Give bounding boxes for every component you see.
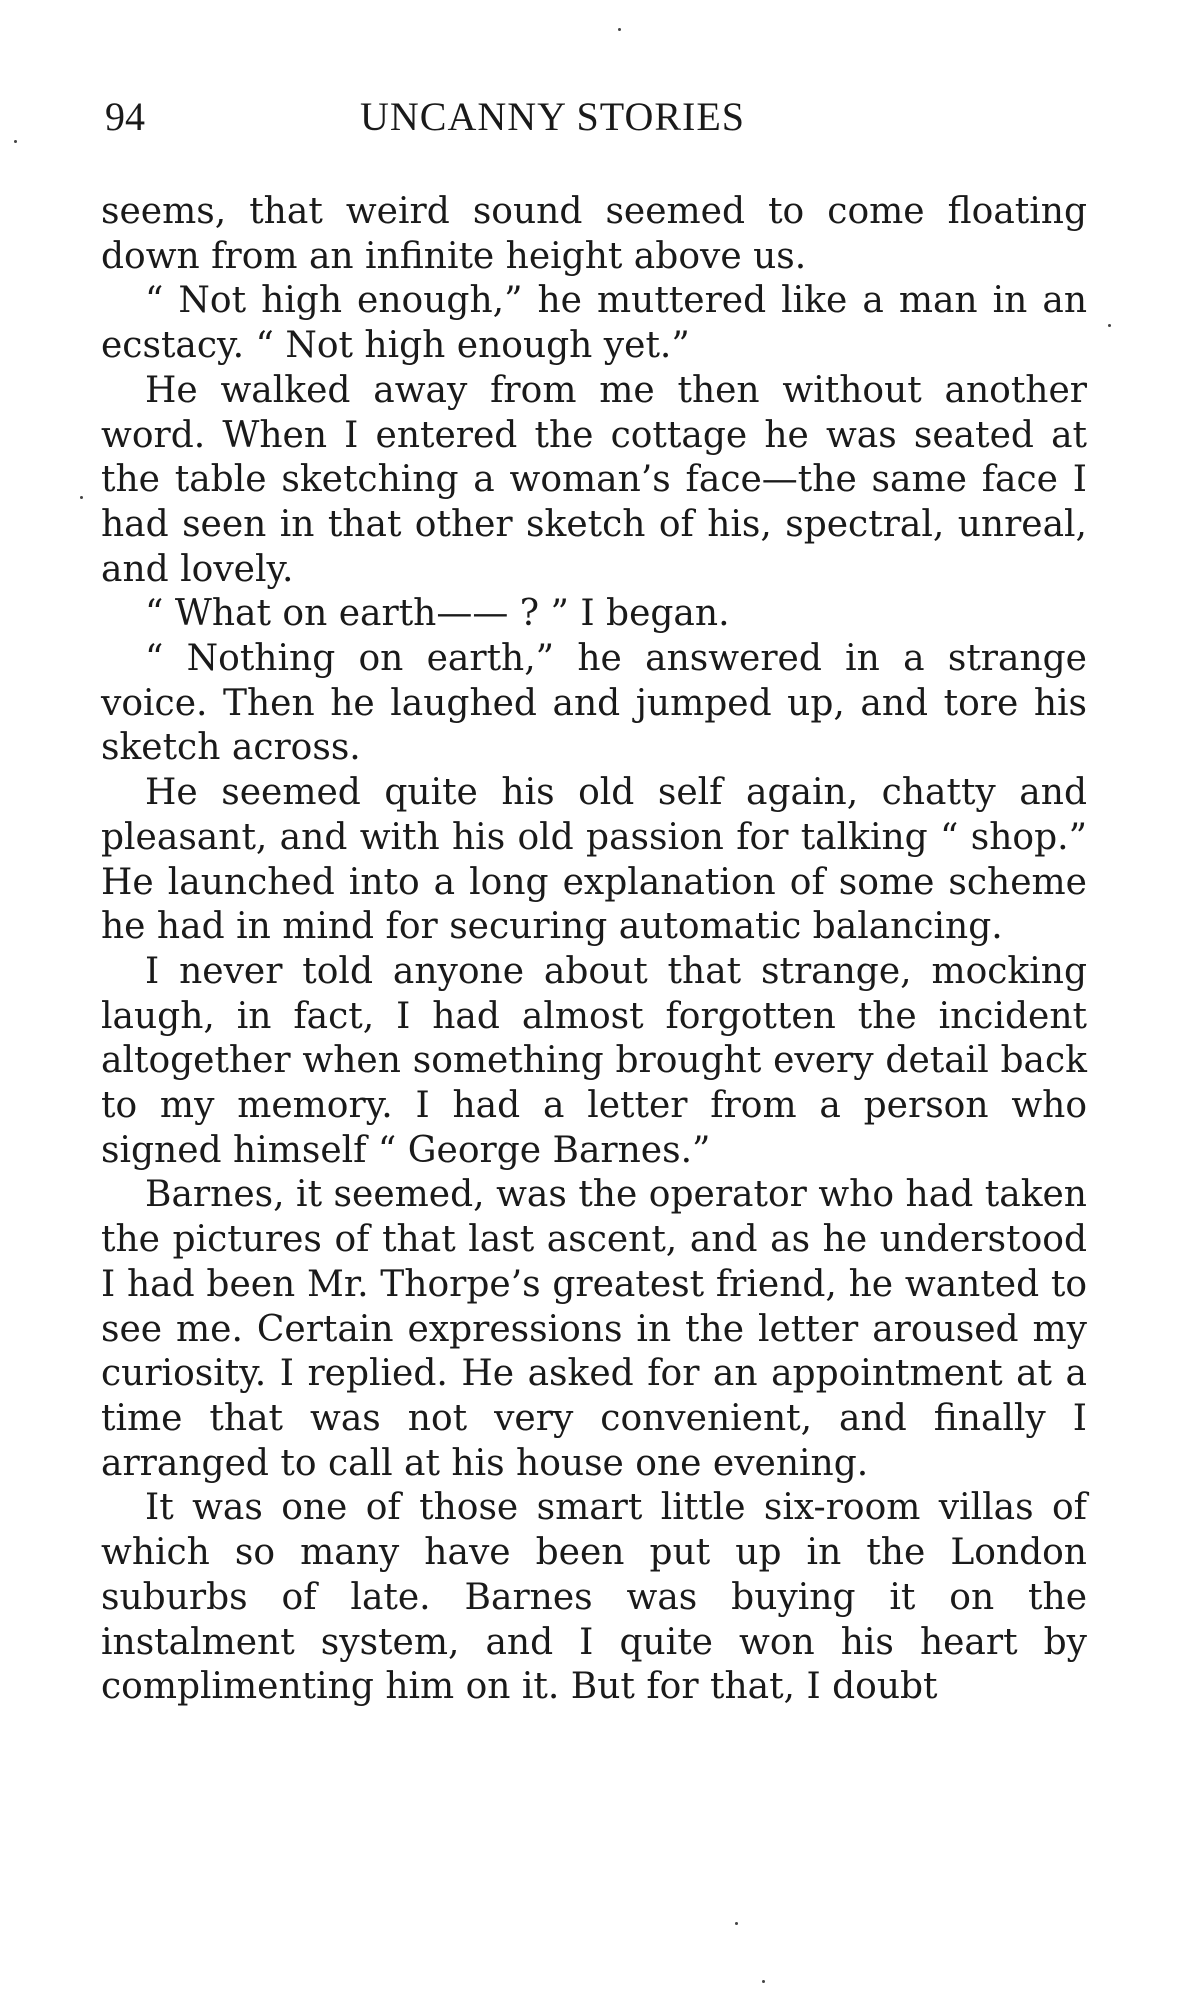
paragraph-continued: seems, that weird sound seemed to come floating down from an infinite height above us. [101, 191, 1087, 277]
paragraph: “ Not high enough,” he muttered like a man in an ecstacy. “ Not high enough yet.” [101, 280, 1087, 367]
paragraph: He walked away from me then without another word. When I entered the cottage he was seated at the table sketching a woman’s face—the same face I had seen in that other sketch of his, spectral, unreal, and lovely. [101, 369, 1087, 590]
scan-speck [762, 1980, 765, 1983]
scan-speck [618, 28, 621, 31]
scan-speck [735, 1922, 738, 1925]
paragraph: “ What on earth—— ? ” I began. [145, 593, 730, 635]
scan-speck [80, 496, 83, 499]
scan-speck [1108, 324, 1111, 327]
running-head [105, 92, 1090, 142]
paragraph: “ Nothing on earth,” he answered in a strange voice. Then he laughed and jumped up, and tore his sketch across. [101, 638, 1087, 769]
running-title: UNCANNY STORIES [360, 94, 746, 139]
paragraph: I never told anyone about that strange, mocking laugh, in fact, I had almost forgotten the incident altogether when something brought every detail back to my memory. I had a letter from a person who signed himself “ George Barnes.” [101, 950, 1087, 1171]
body-text [101, 190, 1087, 1710]
paragraph: Barnes, it seemed, was the operator who had taken the pictures of that last ascent, and as he understood I had been Mr. Thorpe’s greatest friend, he wanted to see me. Certain expressions in the letter aroused my curiosity. I replied. He asked for an appointment at a time that was not very convenient, and finally I arranged to call at his house one evening. [101, 1174, 1087, 1484]
page-number: 94 [105, 94, 145, 139]
paragraph: It was one of those smart little six-room villas of which so many have been put up in the London suburbs of late. Barnes was buying it on the instalment system, and I quite won his heart by complimenting him on it. But for that, I doubt [101, 1487, 1087, 1708]
scan-speck [14, 140, 17, 143]
paragraph: He seemed quite his old self again, chatty and pleasant, and with his old passion for talking “ shop.” He launched into a long explanation of some scheme he had in mind for securing automatic balancing. [101, 772, 1087, 948]
